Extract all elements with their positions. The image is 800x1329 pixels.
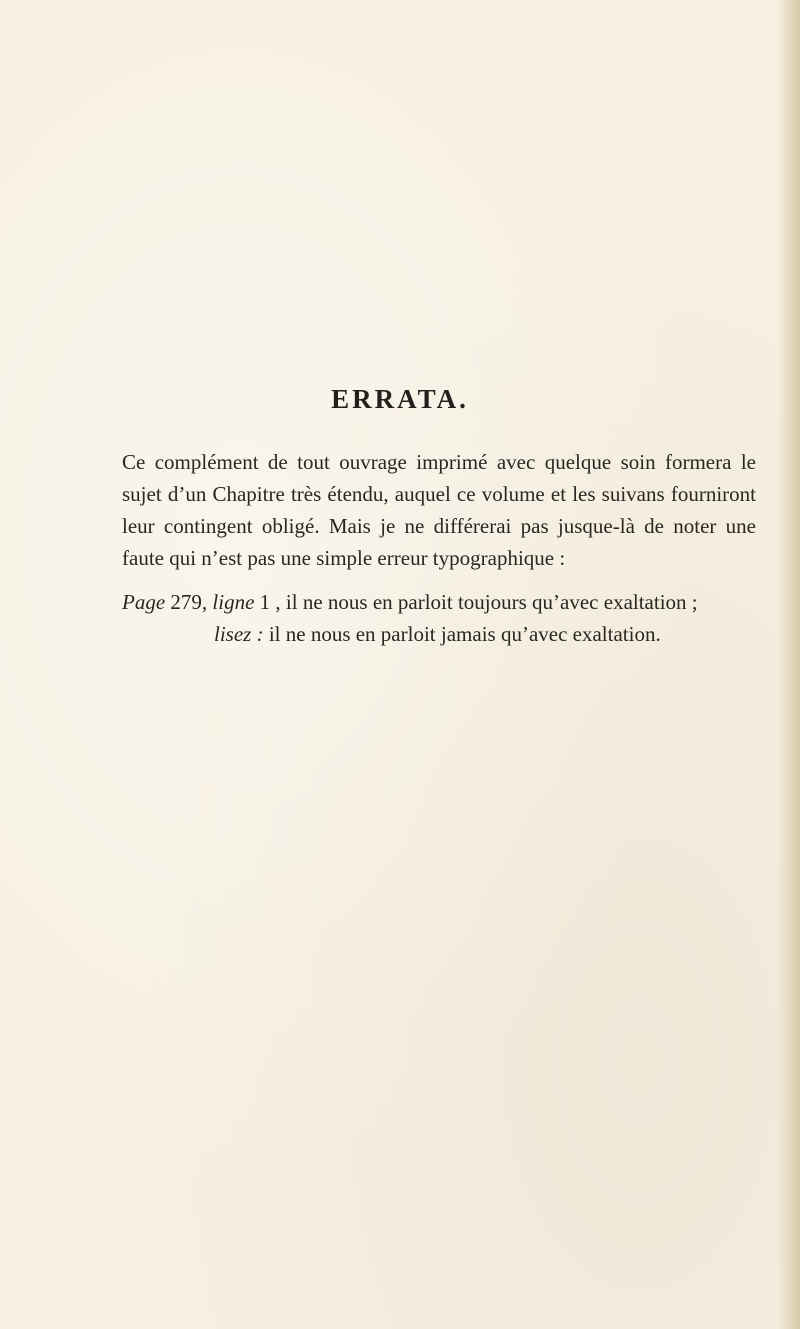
page-edge	[778, 0, 800, 1329]
intro-paragraph: Ce complément de tout ouvrage imprimé avec quelque soin formera le sujet d’un Chapitre très étendu, auquel ce volume et les suivans fourniront leur contingent obligé. Mais je ne différerai pas jusque-là de noter une faute qui n’est pas une simple erreur typographique :	[122, 450, 756, 570]
errata-heading: ERRATA.	[331, 384, 469, 414]
erratum-correction	[122, 618, 756, 650]
errata-body	[122, 446, 756, 650]
erratum-read-label: lisez :	[214, 622, 264, 646]
erratum-line-label: ligne	[212, 590, 255, 614]
erratum-line-number: 1 ,	[259, 590, 281, 614]
erratum-page-number: 279,	[170, 590, 208, 614]
erratum-wrong-text: il ne nous en parloit toujours qu’avec exaltation ;	[285, 590, 698, 614]
erratum-correct-text: il ne nous en parloit jamais qu’avec exaltation.	[268, 622, 661, 646]
erratum-page-label: Page	[122, 590, 166, 614]
erratum-entry	[122, 586, 756, 618]
